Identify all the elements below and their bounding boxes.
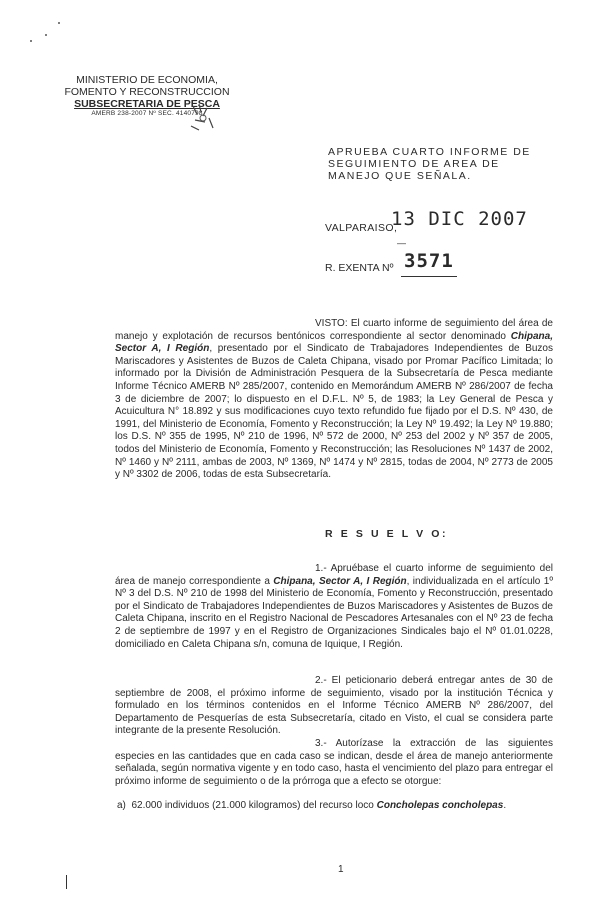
p1-lead: 1.- Apruébase el cuarto informe de seguimiento del área de manejo correspondiente a (115, 563, 553, 587)
speck-mark (58, 22, 60, 24)
p1-text: , individualizada en el artículo 1º Nº 3 del D.S. Nº 210 de 1998 del Ministerio de Economía, Fomento y Reconstrucción, presentado por el Sindicato de Trabajadores Independientes de Buzos Mariscadores y Asistentes de Buzos de Caleta Chipana, inscrito en el Registro Nacional de Pescadores Artesanales con el Nº 23 de fecha 2 de septiembre de 1997 y en el Registro de Organizaciones Sindicales bajo el Nº 01.01.0228, domiciliado en Caleta Chipana s/n, comuna de Iquique, I Región. (115, 575, 553, 650)
speck-mark (30, 40, 32, 42)
visto-text: VISTO: El cuarto informe de seguimiento del área de manejo y explotación de recursos bentónicos correspondiente al sector denominado (115, 318, 553, 342)
reference-code: AMERB 238-2007 Nº SEC. 4140798 (91, 110, 203, 117)
document-title: APRUEBA CUARTO INFORME DE SEGUIMIENTO DE AREA DE MANEJO QUE SEÑALA. (328, 146, 531, 182)
exenta-label: R. EXENTA Nº (325, 262, 394, 274)
visto-paragraph (115, 318, 553, 482)
item-a-end: . (503, 800, 507, 811)
exenta-underline (401, 276, 457, 277)
resuelvo-heading: R E S U E L V O: (325, 528, 449, 540)
visto-place: Chipana, Sector A, I Región (115, 330, 553, 355)
ministry-name: MINISTERIO DE ECONOMIA, (76, 74, 218, 86)
date-stamp: 13 DIC 2007 (391, 208, 528, 230)
place-label: VALPARAISO, (325, 222, 398, 234)
p2-text: 2.- El peticionario deberá entregar antes de 30 de septiembre de 2008, el próximo informe de seguimiento, visado por la institución Técnica y formulado en los términos contenidos en el Informe Técnico AMERB Nº 286/2007, del Departamento de Pesquerías de esta Subsecretaría, citado en Visto, el cual se considera parte integrante de la presente Resolución. (115, 675, 553, 737)
resolution-paragraph-1 (115, 563, 553, 651)
ministry-name-line2: FOMENTO Y RECONSTRUCCION (64, 86, 230, 98)
item-a-label: a) (117, 800, 126, 811)
p3-text: 3.- Autorízase la extracción de las siguientes especies en las cantidades que en cada caso se indican, desde el área de manejo anteriormente señalada, según normativa vigente y en todo caso, hasta el vencimiento del plazo para entregar el próximo informe de seguimiento o de la prórroga que a efecto se otorgue: (115, 738, 553, 787)
page-number: 1 (338, 864, 344, 875)
resolution-paragraph-3 (115, 738, 553, 788)
resolution-paragraph-2 (115, 675, 553, 738)
margin-mark (66, 875, 67, 889)
p1-place: Chipana, Sector A, I Región (273, 575, 407, 587)
item-a-text: 62.000 individuos (21.000 kilogramos) del recurso loco (131, 800, 377, 811)
item-a-species: Concholepas concholepas (376, 800, 504, 811)
subsecretaria-name: SUBSECRETARIA DE PESCA (74, 98, 220, 110)
visto-text-cont: , presentado por el Sindicato de Trabajadores Independientes de Buzos Mariscadores y Asistentes de Buzos de Caleta Chipana, visado por Promar Pacífico Limitada; lo informado por la División de Administración Pesquera de la Subsecretaría de Pesca mediante Informe Técnico AMERB Nº 285/2007, contenido en Memorándum AMERB Nº 286/2007 de fecha 3 de diciembre de 2007; lo dispuesto en el D.F.L. Nº 5, de 1983; la Ley General de Pesca y Acuicultura N° 18.892 y sus modificaciones cuyo texto refundido fue fijado por el D.S. Nº 430, de 1991, del Ministerio de Economía, Fomento y Reconstrucción; la Ley Nº 19.492; la Ley Nº 19.880; los D.S. Nº 355 de 1995, Nº 210 de 1996, Nº 572 de 2000, Nº 253 del 2002 y Nº 357 de 2005, todos del Ministerio de Economía, Fomento y Reconstrucción; las Resoluciones Nº 1437 de 2002, Nº 1460 y Nº 2111, ambas de 2003, Nº 1369, Nº 1474 y Nº 2815, todas de 2004, Nº 2773 de 2005 y Nº 3302 de 2006, todas de esta Subsecretaría. (115, 343, 553, 481)
species-item-a (117, 800, 553, 813)
seal-stamp-icon (185, 100, 221, 136)
resolution-number: 3571 (404, 250, 454, 272)
dash-mark: — (397, 238, 406, 248)
speck-mark (45, 34, 47, 36)
